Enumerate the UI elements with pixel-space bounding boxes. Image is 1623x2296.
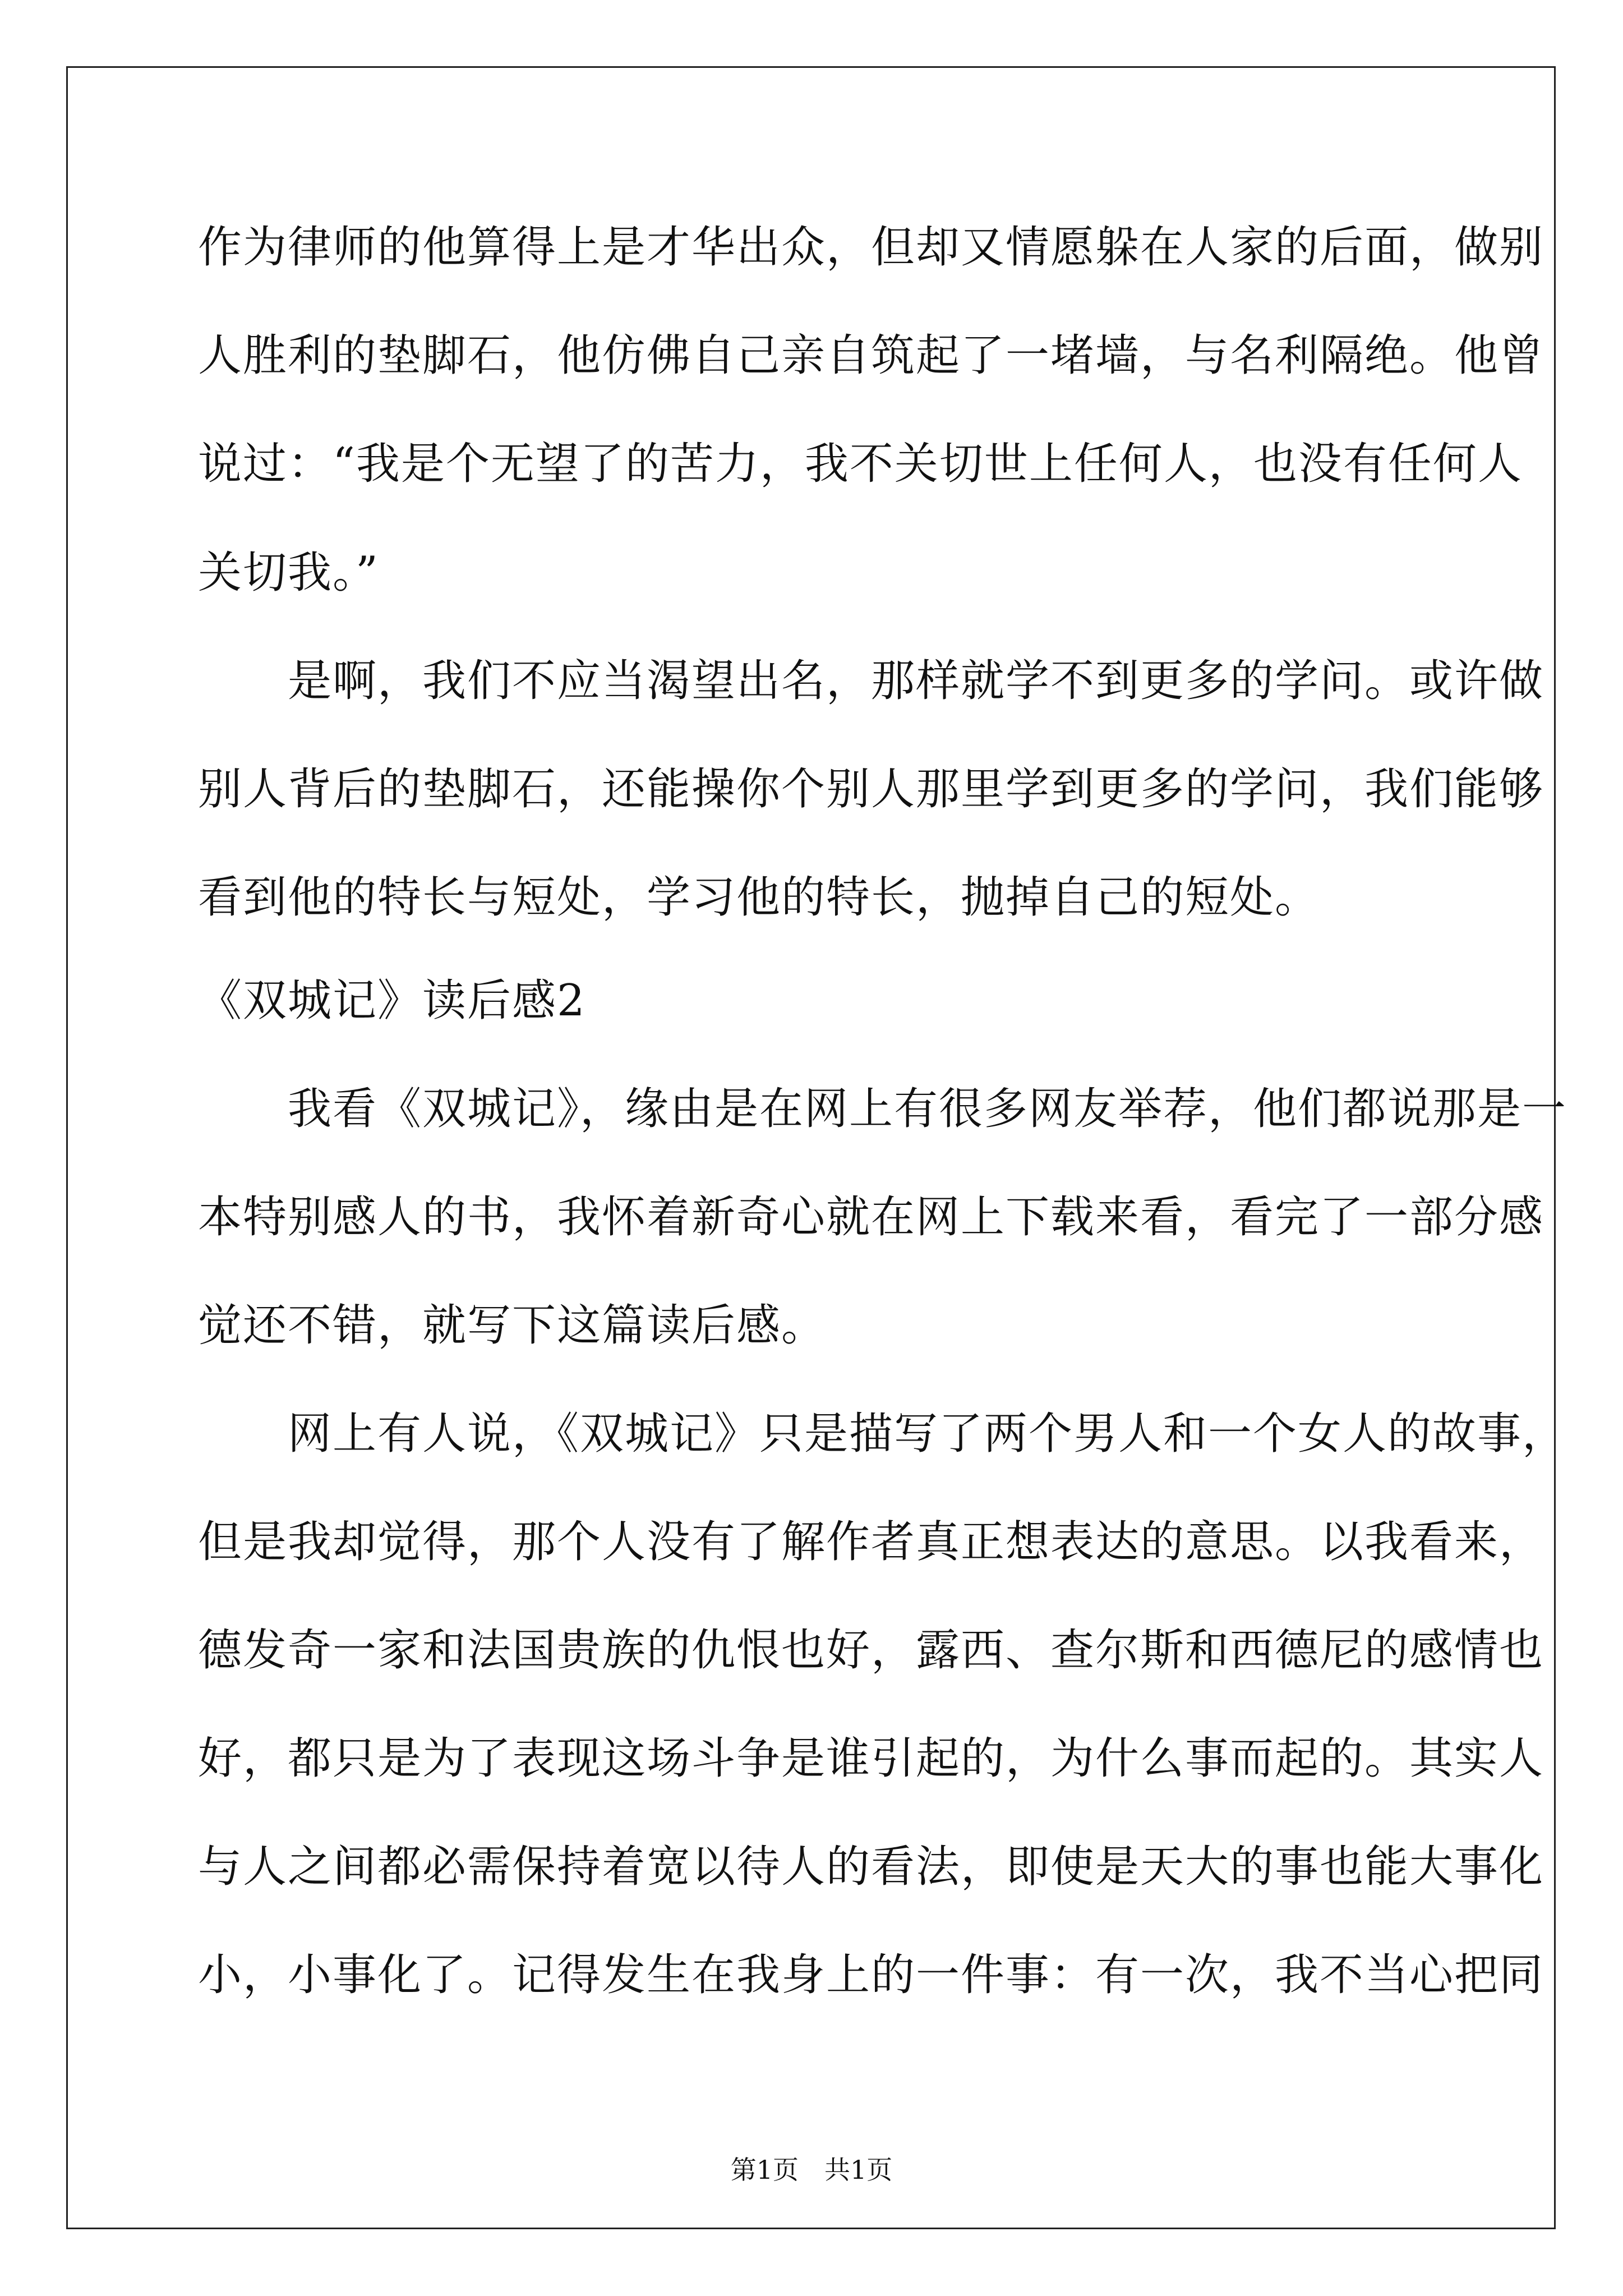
text-line: 人胜利的垫脚石，他仿佛自己亲自筑起了一堵墙，与名利隔绝。他曾 (198, 330, 1544, 381)
text-line: 我看《双城记》，缘由是在网上有很多网友举荐，他们都说那是一 (198, 1084, 1567, 1134)
text-line: 觉还不错，就写下这篇读后感。 (198, 1300, 827, 1351)
text-line: 但是我却觉得，那个人没有了解作者真正想表达的意思。以我看来， (198, 1517, 1544, 1567)
text-line: 看到他的特长与短处，学习他的特长，抛掉自己的短处。 (198, 872, 1320, 923)
text-line: 作为律师的他算得上是才华出众，但却又情愿躲在人家的后面，做别 (198, 222, 1544, 273)
page-border (66, 66, 1556, 2229)
text-line: 是啊，我们不应当渴望出名，那样就学不到更多的学问。或许做 (198, 656, 1544, 706)
text-line: 本特别感人的书，我怀着新奇心就在网上下载来看，看完了一部分感 (198, 1192, 1544, 1243)
page-footer: 第1页 共1页 (730, 2155, 893, 2185)
text-line: 说过：“我是个无望了的苦力，我不关切世上任何人，也没有任何人 (198, 439, 1523, 489)
text-line: 小，小事化了。记得发生在我身上的一件事：有一次，我不当心把同 (198, 1950, 1544, 2000)
text-line: 德发奇一家和法国贵族的仇恨也好，露西、查尔斯和西德尼的感情也 (198, 1625, 1544, 1676)
text-line: 别人背后的垫脚石，还能操你个别人那里学到更多的学问，我们能够 (198, 764, 1544, 815)
text-line: 关切我。” (198, 547, 379, 598)
text-line: 网上有人说，《双城记》只是描写了两个男人和一个女人的故事， (198, 1409, 1567, 1459)
text-line: 好，都只是为了表现这场斗争是谁引起的，为什么事而起的。其实人 (198, 1733, 1544, 1784)
text-line: 与人之间都必需保持着宽以待人的看法，即使是天大的事也能大事化 (198, 1842, 1544, 1892)
section-heading: 《双城记》读后感2 (198, 976, 586, 1026)
